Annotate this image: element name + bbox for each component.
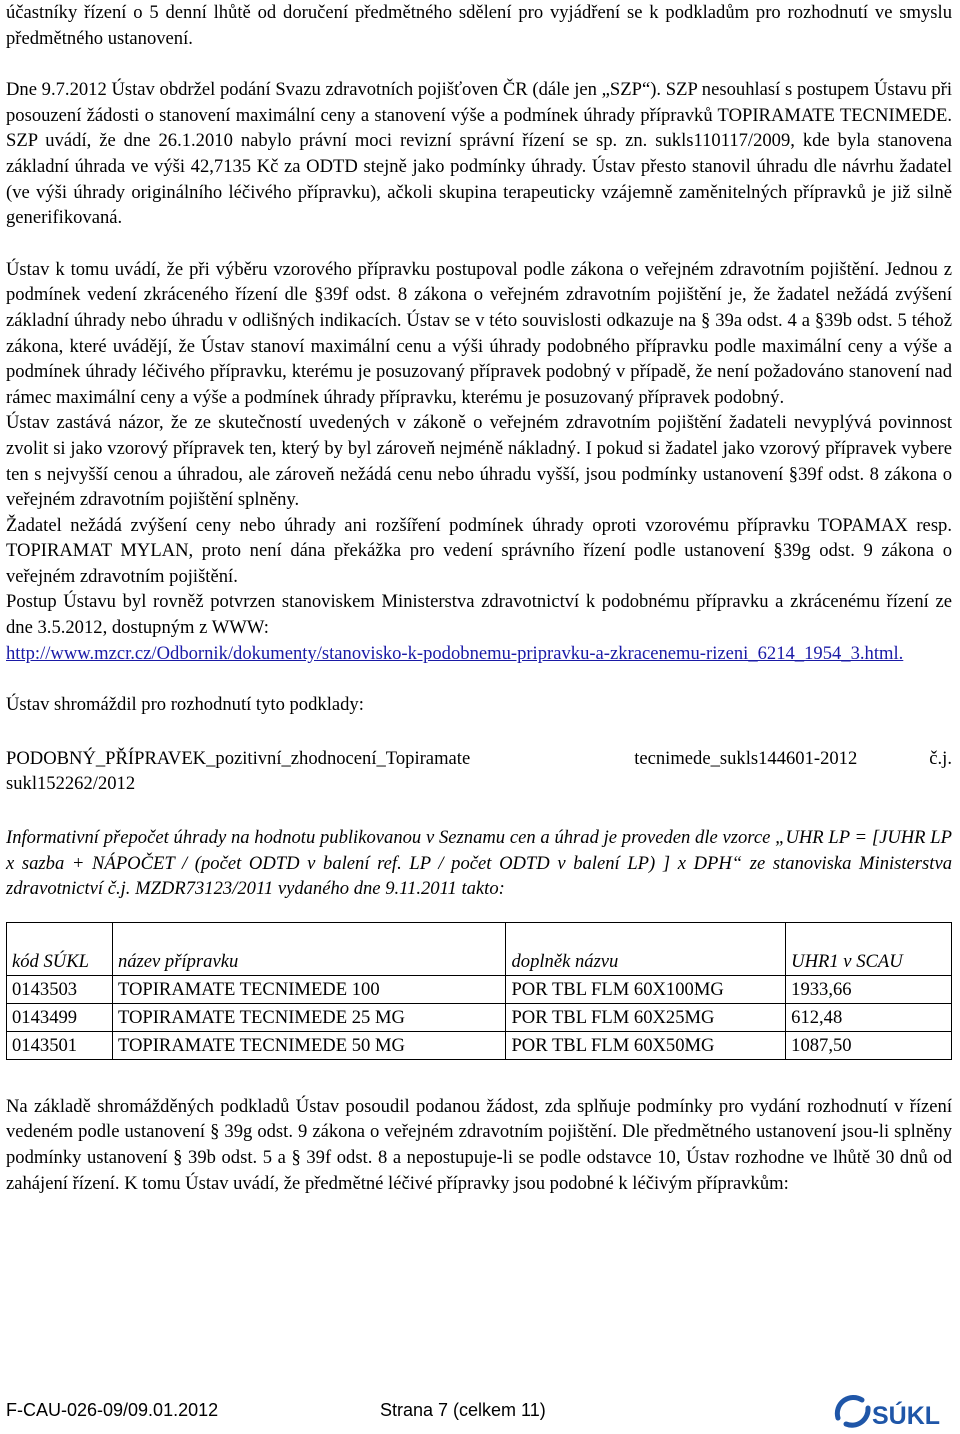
page-number: Strana 7 (celkem 11)	[380, 1400, 546, 1420]
reimbursement-table	[6, 922, 952, 1060]
table-cell-name: TOPIRAMATE TECNIMEDE 50 MG	[112, 1031, 506, 1059]
table-cell-code: 0143501	[7, 1031, 113, 1059]
paragraph-opinion: Ústav zastává názor, že ze skutečností uvedených v zákoně o veřejném zdravotním pojištění žadateli nevyplývá povinnost zvolit si jako vzorový přípravek ten, který by byl zároveň nejméně nákladný. I pokud si žadatel jako vzorový přípravek vybere ten s nejvyšší cenou a úhradou, ale zároveň nežádá cenu nebo úhradu vyšší, jsou podmínky ustanovení §39f odst. 8 zákona o veřejném zdravotním pojištění splněny.	[6, 412, 952, 511]
paragraph-szp-submission: Dne 9.7.2012 Ústav obdržel podání Svazu zdravotních pojišťoven ČR (dále jen „SZP“). SZP nesouhlasí s postupem Ústavu při posouzení žádosti o stanovení maximální ceny a stanovení výše a podmínek úhrady přípravků TOPIRAMATE TECNIMEDE. SZP uvádí, že dne 26.1.2010 nabylo právní moci revizní správní řízení se sp. zn. sukls110117/2009, kde byla stanovena základní úhrada ve výši 42,7135 Kč za ODTD stejně jako podmínky úhrady. Ústav přesto stanovil úhradu dle návrhu žadatel (ve výši úhrady originálního léčivého přípravku), ačkoli skupina terapeuticky vzájemně zaměnitelných přípravků je již silně generifikovaná.	[6, 79, 952, 229]
table-row	[7, 975, 952, 1003]
paragraph-intro: účastníky řízení o 5 denní lhůtě od doručení předmětného sdělení pro vyjádření se k podkladům pro rozhodnutí ve smyslu předmětného ustanovení.	[6, 2, 952, 49]
table-cell-code: 0143503	[7, 975, 113, 1003]
paragraph-formula: Informativní přepočet úhrady na hodnotu publikovanou v Seznamu cen a úhrad je proveden dle vzorce „UHR LP = [JUHR LP x sazba + NÁPOČET / (počet ODTD v balení ref. LP / počet ODTD v balení LP) ] x DPH“ ze stanoviska Ministerstva zdravotnictví č.j. MZDR73123/2011 vydaného dne 9.11.2011 takto:	[6, 827, 952, 900]
paragraph-model-product: Ústav k tomu uvádí, že při výběru vzorového přípravku postupoval podle zákona o veřejném zdravotním pojištění. Jednou z podmínek vedení zkráceného řízení dle §39f odst. 8 zákona o veřejném zdravotním pojištění je, že žadatel nežádá zvýšení základní úhrady nebo úhradu v odlišných indikacích. Ústav se v této souvislosti odkazuje na § 39a odst. 4 a §39b odst. 5 téhož zákona, které uvádějí, že Ústav stanoví maximální cenu a výši úhrady podobného přípravku podle maximální ceny a výše a podmínek úhrady léčivého přípravku, kterému je posuzovaný přípravek podobný v případě, že není požadováno stanovení nad rámec maximální ceny a výše a podmínek úhrady přípravku, kterému je posuzovaný přípravek podobný.	[6, 258, 952, 408]
paragraph-sources-intro: Ústav shromáždil pro rozhodnutí tyto podklady:	[6, 694, 364, 716]
table-header-row	[7, 922, 952, 975]
table-cell-uhr: 1933,66	[786, 975, 952, 1003]
document-page	[6, 0, 952, 1196]
sukl-logo-mark-icon	[837, 1397, 868, 1425]
sukl-logo-text: SÚKL	[872, 1402, 941, 1430]
paragraph-conclusion: Na základě shromážděných podkladů Ústav posoudil podanou žádost, zda splňuje podmínky pro vydání rozhodnutí v řízení vedeném podle ustanovení § 39g odst. 9 zákona o veřejném zdravotním pojištění. Dle předmětného ustanovení jsou-li splněny podmínky ustanovení § 39b odst. 5 a § 39f odst. 8 a nepostupuje-li se podle odstavce 10, Ústav rozhodne ve lhůtě 30 dnů od zahájení řízení. K tomu Ústav uvádí, že předmětné léčivé přípravky jsou podobné k léčivým přípravkům:	[6, 1095, 952, 1194]
source-line	[6, 746, 952, 772]
table-cell-uhr: 1087,50	[786, 1031, 952, 1059]
paragraph-applicant: Žadatel nežádá zvýšení ceny nebo úhrady ani rozšíření podmínek úhrady oproti vzorovému přípravku TOPAMAX resp. TOPIRAMAT MYLAN, proto není dána překážka pro vedení správního řízení podle ustanovení §39g odst. 9 zákona o veřejném zdravotním pojištění.	[6, 514, 952, 587]
page-footer	[6, 1388, 952, 1432]
table-cell-supplement: POR TBL FLM 60X100MG	[506, 975, 786, 1003]
source-document-ref: sukl152262/2012	[6, 773, 136, 795]
table-cell-code: 0143499	[7, 1003, 113, 1031]
table-header-cell: UHR1 v SCAU	[786, 922, 952, 975]
paragraph-ministry: Postup Ústavu byl rovněž potvrzen stanoviskem Ministerstva zdravotnictví k podobnému přípravku a zkrácenému řízení ze dne 3.5.2012, dostupným z WWW:	[6, 591, 952, 639]
form-code: F-CAU-026-09/09.01.2012	[6, 1400, 219, 1420]
table-header-cell: název přípravku	[112, 922, 506, 975]
table-cell-supplement: POR TBL FLM 60X50MG	[506, 1031, 786, 1059]
table-row	[7, 1031, 952, 1059]
source-document-cj: č.j.	[929, 747, 952, 769]
source-document-file: tecnimede_sukls144601-2012	[634, 747, 858, 769]
source-document-name: PODOBNÝ_PŘÍPRAVEK_pozitivní_zhodnocení_Topiramate	[6, 747, 471, 769]
table-cell-uhr: 612,48	[786, 1003, 952, 1031]
sukl-logo	[832, 1388, 952, 1432]
table-header-cell: kód SÚKL	[7, 922, 113, 975]
table-header-cell: doplněk názvu	[506, 922, 786, 975]
table-row	[7, 1003, 952, 1031]
table-cell-supplement: POR TBL FLM 60X25MG	[506, 1003, 786, 1031]
table-cell-name: TOPIRAMATE TECNIMEDE 25 MG	[112, 1003, 506, 1031]
table-cell-name: TOPIRAMATE TECNIMEDE 100	[112, 975, 506, 1003]
ministry-link[interactable]: http://www.mzcr.cz/Odbornik/dokumenty/stanovisko-k-podobnemu-pripravku-a-zkracenemu-rizeni_6214_1954_3.html.	[6, 642, 904, 664]
